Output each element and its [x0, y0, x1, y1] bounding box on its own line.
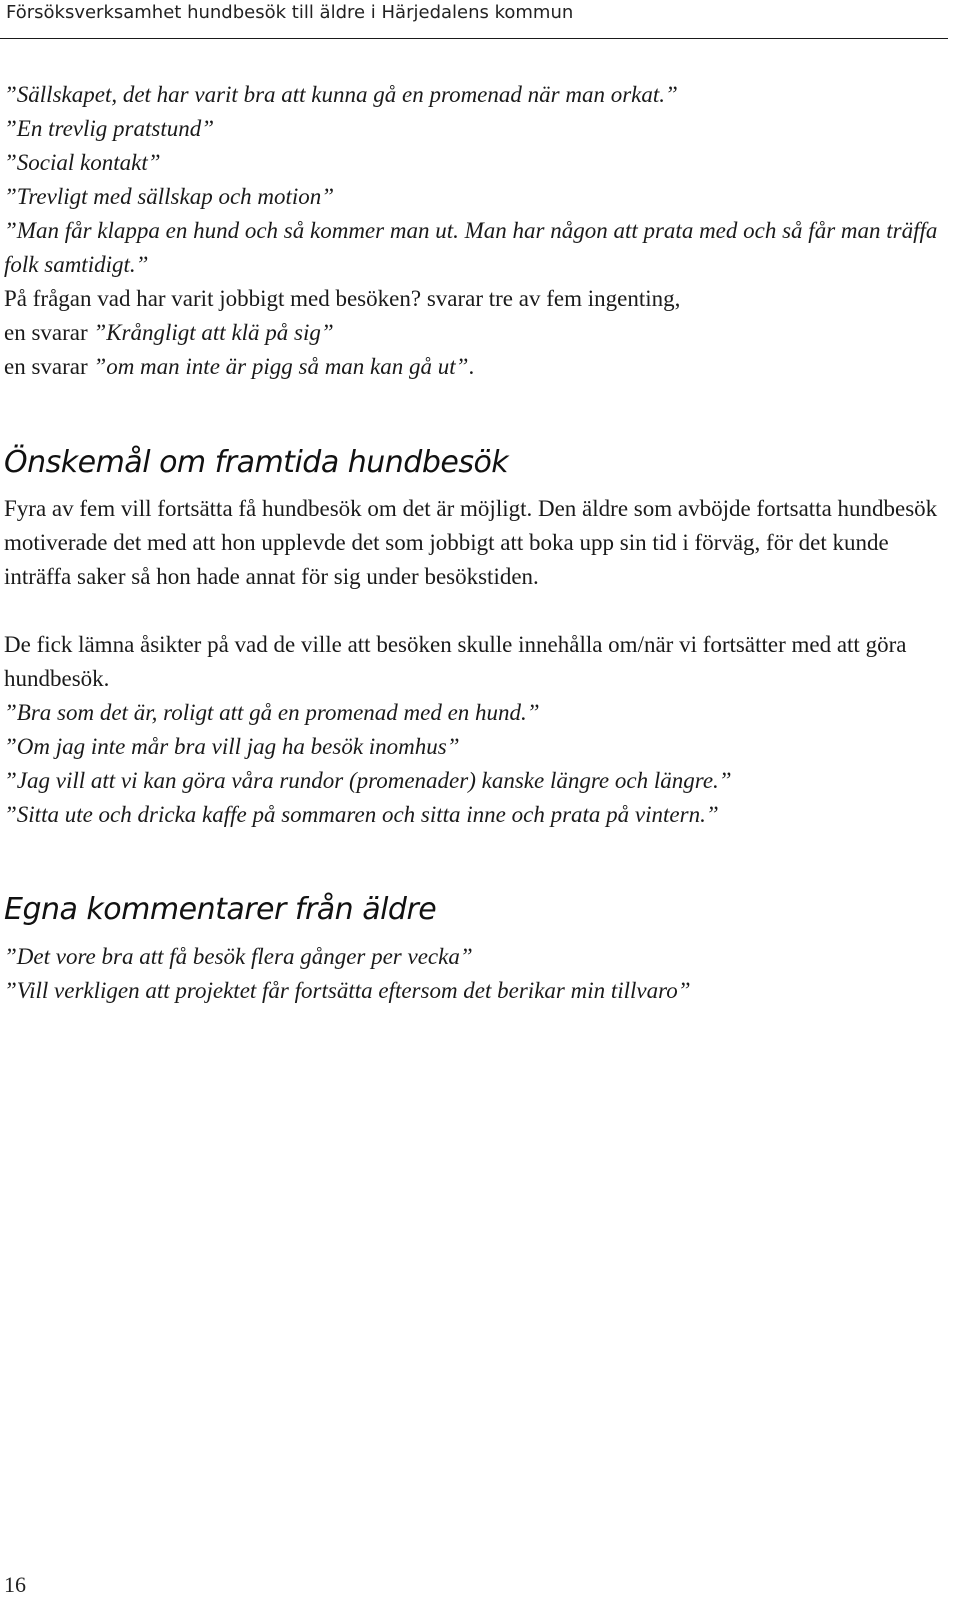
header-divider — [0, 38, 948, 39]
paragraph-spacer — [4, 594, 948, 628]
running-header: Försöksverksamhet hundbesök till äldre i Härjedalens kommun — [6, 2, 574, 23]
answer-prefix: en svarar — [4, 354, 94, 379]
body-paragraph: De fick lämna åsikter på vad de ville att besöken skulle innehålla om/när vi fortsätter med att göra hundbesök. — [4, 632, 907, 691]
quote-line: ”Sitta ute och dricka kaffe på sommaren och sitta inne och prata på vintern.” — [4, 802, 719, 827]
future-wishes-block — [4, 492, 948, 832]
quote-line: ”Vill verkligen att projektet får fortsätta eftersom det berikar min tillvaro” — [4, 978, 691, 1003]
answer-line — [4, 350, 948, 384]
answer-prefix: en svarar — [4, 320, 94, 345]
quote-line: ”Man får klappa en hund och så kommer man ut. Man har någon att prata med och så får man träffa folk samtidigt.” — [4, 218, 938, 277]
answer-suffix: . — [468, 354, 475, 379]
answer-line — [4, 316, 948, 350]
quote-line: ”Bra som det är, roligt att gå en promenad med en hund.” — [4, 700, 540, 725]
answer-quote: ”om man inte är pigg så man kan gå ut” — [93, 354, 469, 379]
quote-line: ”En trevlig pratstund” — [4, 116, 214, 141]
quote-line: ”Sällskapet, det har varit bra att kunna gå en promenad när man orkat.” — [4, 82, 678, 107]
quote-line: ”Om jag inte mår bra vill jag ha besök inomhus” — [4, 734, 460, 759]
quote-line: ”Social kontakt” — [4, 150, 161, 175]
section-heading-own-comments: Egna kommentarer från äldre — [4, 892, 437, 927]
section-heading-future-wishes: Önskemål om framtida hundbesök — [4, 445, 509, 480]
visit-quotes-block — [4, 78, 948, 384]
own-comments-block — [4, 940, 948, 1008]
question-answer-summary: svarar tre av fem ingenting, — [426, 286, 681, 311]
quote-line: ”Det vore bra att få besök flera gånger per vecka” — [4, 944, 473, 969]
quote-line: ”Trevligt med sällskap och motion” — [4, 184, 335, 209]
quote-line: ”Jag vill att vi kan göra våra rundor (promenader) kanske längre och längre.” — [4, 768, 732, 793]
question-text: På frågan vad har varit jobbigt med besöken? — [4, 286, 427, 311]
question-line — [4, 282, 948, 316]
page-number: 16 — [4, 1572, 26, 1597]
answer-quote: ”Krångligt att klä på sig” — [93, 320, 334, 345]
body-paragraph: Fyra av fem vill fortsätta få hundbesök om det är möjligt. Den äldre som avböjde fortsatta hundbesök motiverade det med att hon upplevde det som jobbigt att boka upp sin tid i förväg, för det kunde inträffa saker så hon hade annat för sig under besökstiden. — [4, 496, 938, 589]
